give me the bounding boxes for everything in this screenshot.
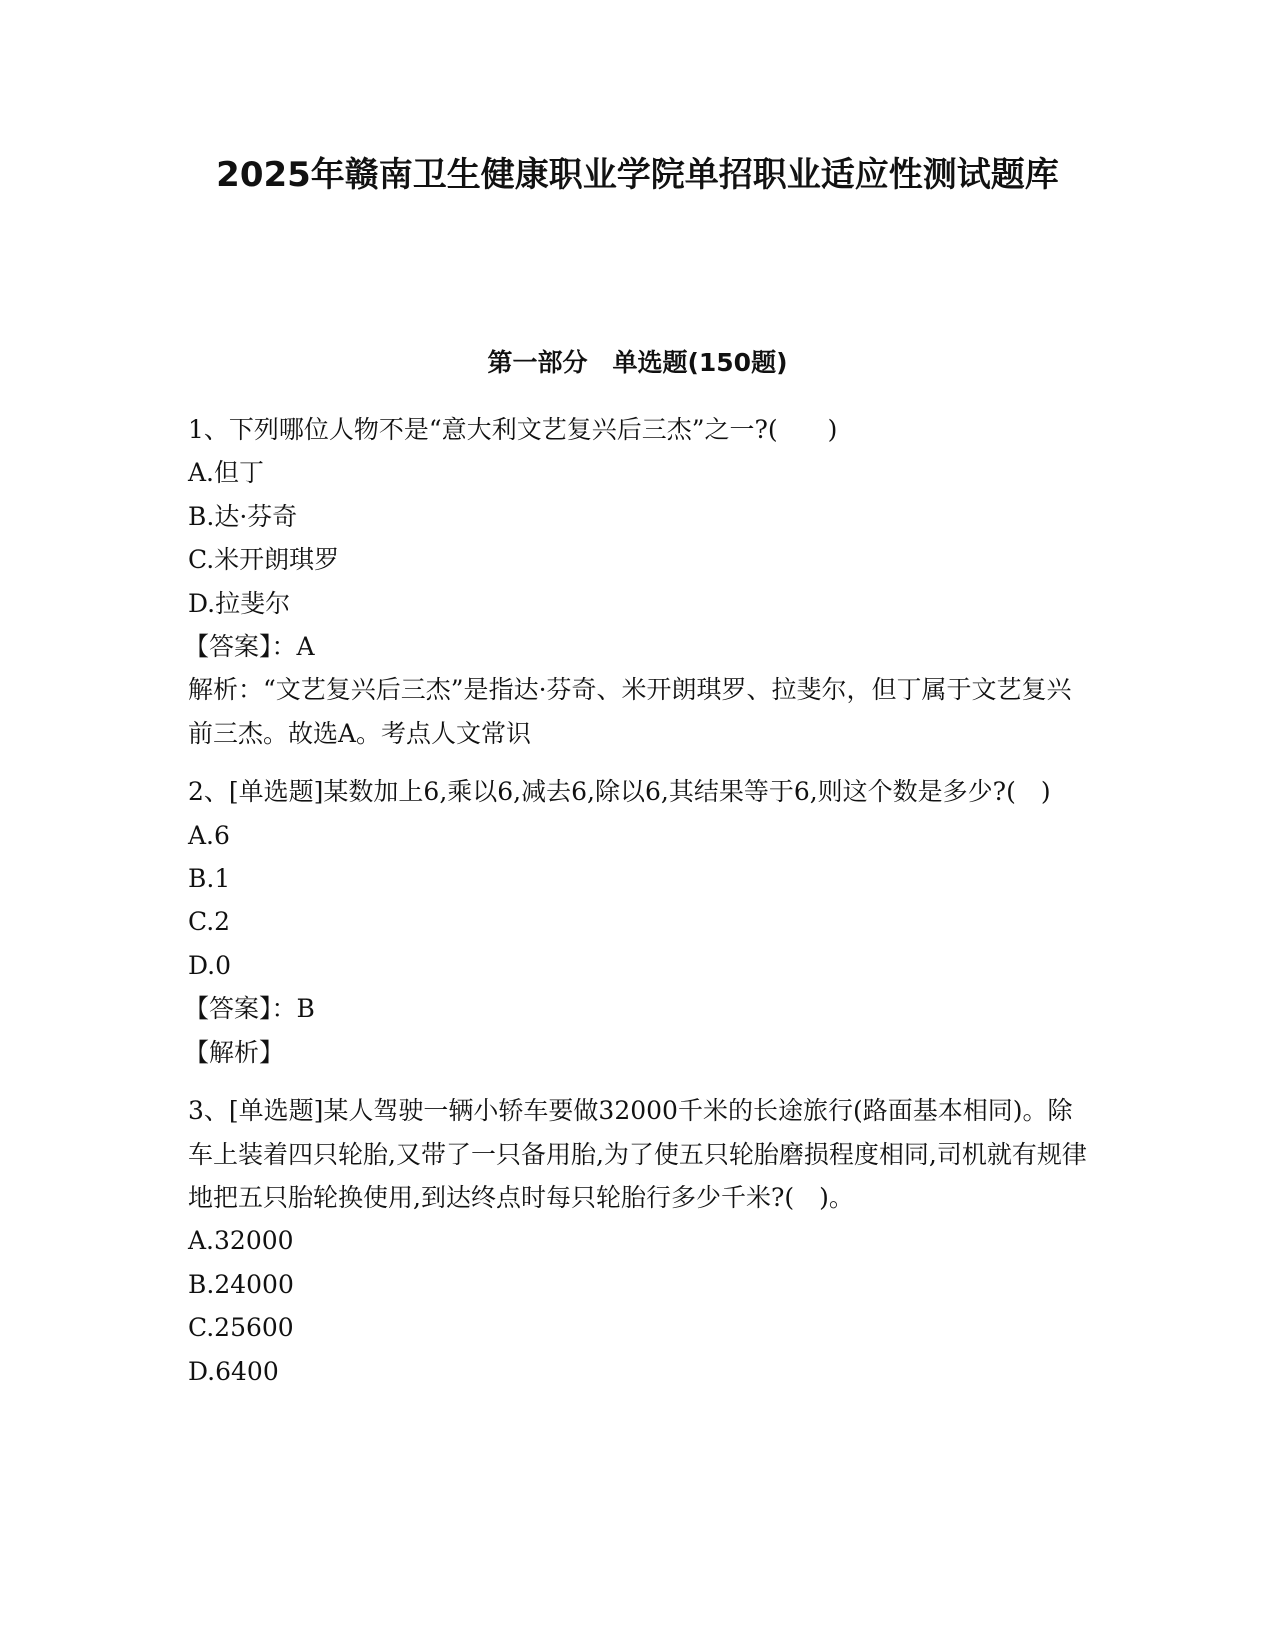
option-c: C.25600 <box>188 1313 294 1343</box>
option-a: A.6 <box>188 820 230 850</box>
analysis-text: 解析：“文艺复兴后三杰”是指达·芬奇、米开朗琪罗、拉斐尔，但丁属于文艺复兴前三杰。故选A。考点人文常识 <box>188 675 1072 748</box>
option-d: D.0 <box>188 950 232 980</box>
option-d: D.6400 <box>188 1356 279 1386</box>
answer-label: 【答案】：A <box>184 632 315 662</box>
question-2 <box>184 770 1088 1074</box>
question-stem: 2、[单选题]某数加上6,乘以6,减去6,除以6,其结果等于6,则这个数是多少?( ) <box>188 777 1051 807</box>
question-stem: 1、下列哪位人物不是“意大利文艺复兴后三杰”之一?( ) <box>188 415 838 444</box>
analysis-label: 【解析】 <box>184 1037 285 1067</box>
option-c: C.米开朗琪罗 <box>188 545 340 575</box>
question-list <box>184 408 1088 1393</box>
option-a: A.32000 <box>188 1226 294 1256</box>
document-title: 2025年赣南卫生健康职业学院单招职业适应性测试题库 <box>216 155 1059 195</box>
option-d: D.拉斐尔 <box>188 588 291 618</box>
question-stem: 3、[单选题]某人驾驶一辆小轿车要做32000千米的长途旅行(路面基本相同)。除车上装着四只轮胎,又带了一只备用胎,为了使五只轮胎磨损程度相同,司机就有规律地把五只胎轮换使用,到达终点时每只轮胎行多少千米?( )。 <box>188 1096 1087 1212</box>
option-b: B.达·芬奇 <box>188 501 298 531</box>
section-heading: 第一部分 单选题(150题) <box>487 348 788 377</box>
option-c: C.2 <box>188 907 231 937</box>
question-1 <box>184 408 1088 755</box>
answer-label: 【答案】：B <box>184 994 315 1024</box>
option-b: B.24000 <box>188 1269 294 1299</box>
question-3 <box>188 1089 1088 1393</box>
option-b: B.1 <box>188 864 231 894</box>
option-a: A.但丁 <box>188 458 265 488</box>
